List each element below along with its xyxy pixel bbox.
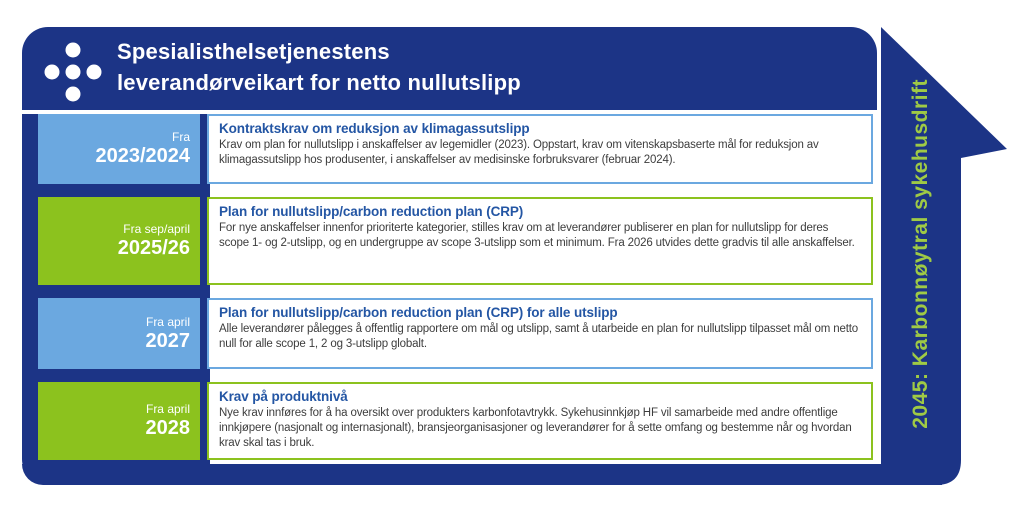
period-prefix: Fra april xyxy=(145,402,190,416)
period-prefix: Fra sep/april xyxy=(123,222,190,236)
milestone-description: Alle leverandører pålegges å offentlig rapportere om mål og utslipp, samt å utarbeide en plan for nullutslipp tilpasset mål om netto null for alle scope 1, 2 og 3-utslipp globalt. xyxy=(219,323,859,350)
milestone-date-badge xyxy=(38,382,200,460)
milestone-card xyxy=(207,197,873,285)
page-title-line-2: leverandørveikart for netto nullutslipp xyxy=(117,70,521,95)
milestone-description: Krav om plan for nullutslipp i anskaffelser av legemidler (2023). Oppstart, krav om vitenskapsbaserte mål for reduksjon av klimagassutslipp hos produsenter, i anskaffelser av medisinske forbruksvarer (februar 2024). xyxy=(219,139,819,166)
milestone-row-2028 xyxy=(38,382,873,460)
org-dots-logo-icon xyxy=(32,32,118,112)
page-title-line-1: Spesialisthelsetjenestens xyxy=(117,39,390,64)
period-years: 2023/2024 xyxy=(95,145,190,167)
milestone-date-badge xyxy=(38,114,200,184)
milestone-row-2023-2024 xyxy=(38,114,873,184)
milestone-row-2027 xyxy=(38,298,873,369)
milestone-description: For nye anskaffelser innenfor prioriterte kategorier, stilles krav om at leverandører publiserer en plan for nullutslipp for deres scope 1- og 2-utslipp, og en undergruppe av scope 3-utslipp som et minimum. Fra 2026 utvides dette gradvis til alle anskaffelser. xyxy=(219,222,855,249)
goal-label-container xyxy=(881,27,961,480)
milestone-date-badge xyxy=(38,197,200,285)
milestone-row-2025-26 xyxy=(38,197,873,285)
milestone-list xyxy=(38,114,873,460)
period-years: 2028 xyxy=(145,417,190,439)
period-years: 2025/26 xyxy=(117,237,190,259)
milestone-title: Kontraktskrav om reduksjon av klimagassutslipp xyxy=(219,121,530,136)
page-title xyxy=(117,36,521,98)
period-years: 2027 xyxy=(145,329,190,352)
period-prefix: Fra xyxy=(172,130,190,144)
period-prefix: Fra april xyxy=(145,314,190,329)
milestone-card xyxy=(207,298,873,369)
milestone-title: Krav på produktnivå xyxy=(219,389,348,404)
milestone-date-badge xyxy=(38,298,200,369)
milestone-title: Plan for nullutslipp/carbon reduction plan (CRP) xyxy=(219,204,524,219)
milestone-description: Nye krav innføres for å ha oversikt over produkters karbonfotavtrykk. Sykehusinnkjøp HF vil samarbeide med andre offentlige innkjøpere (nasjonalt og internasjonalt), bransjeorganisasjoner og leverandører for å sette omfang og bestemme når og hvordan krav skal tas i bruk. xyxy=(219,407,852,449)
milestone-card xyxy=(207,382,873,460)
milestone-card xyxy=(207,114,873,184)
milestone-title: Plan for nullutslipp/carbon reduction plan (CRP) for alle utslipp xyxy=(219,305,618,320)
goal-label: 2045: Karbonnøytral sykehusdrift xyxy=(909,78,932,429)
